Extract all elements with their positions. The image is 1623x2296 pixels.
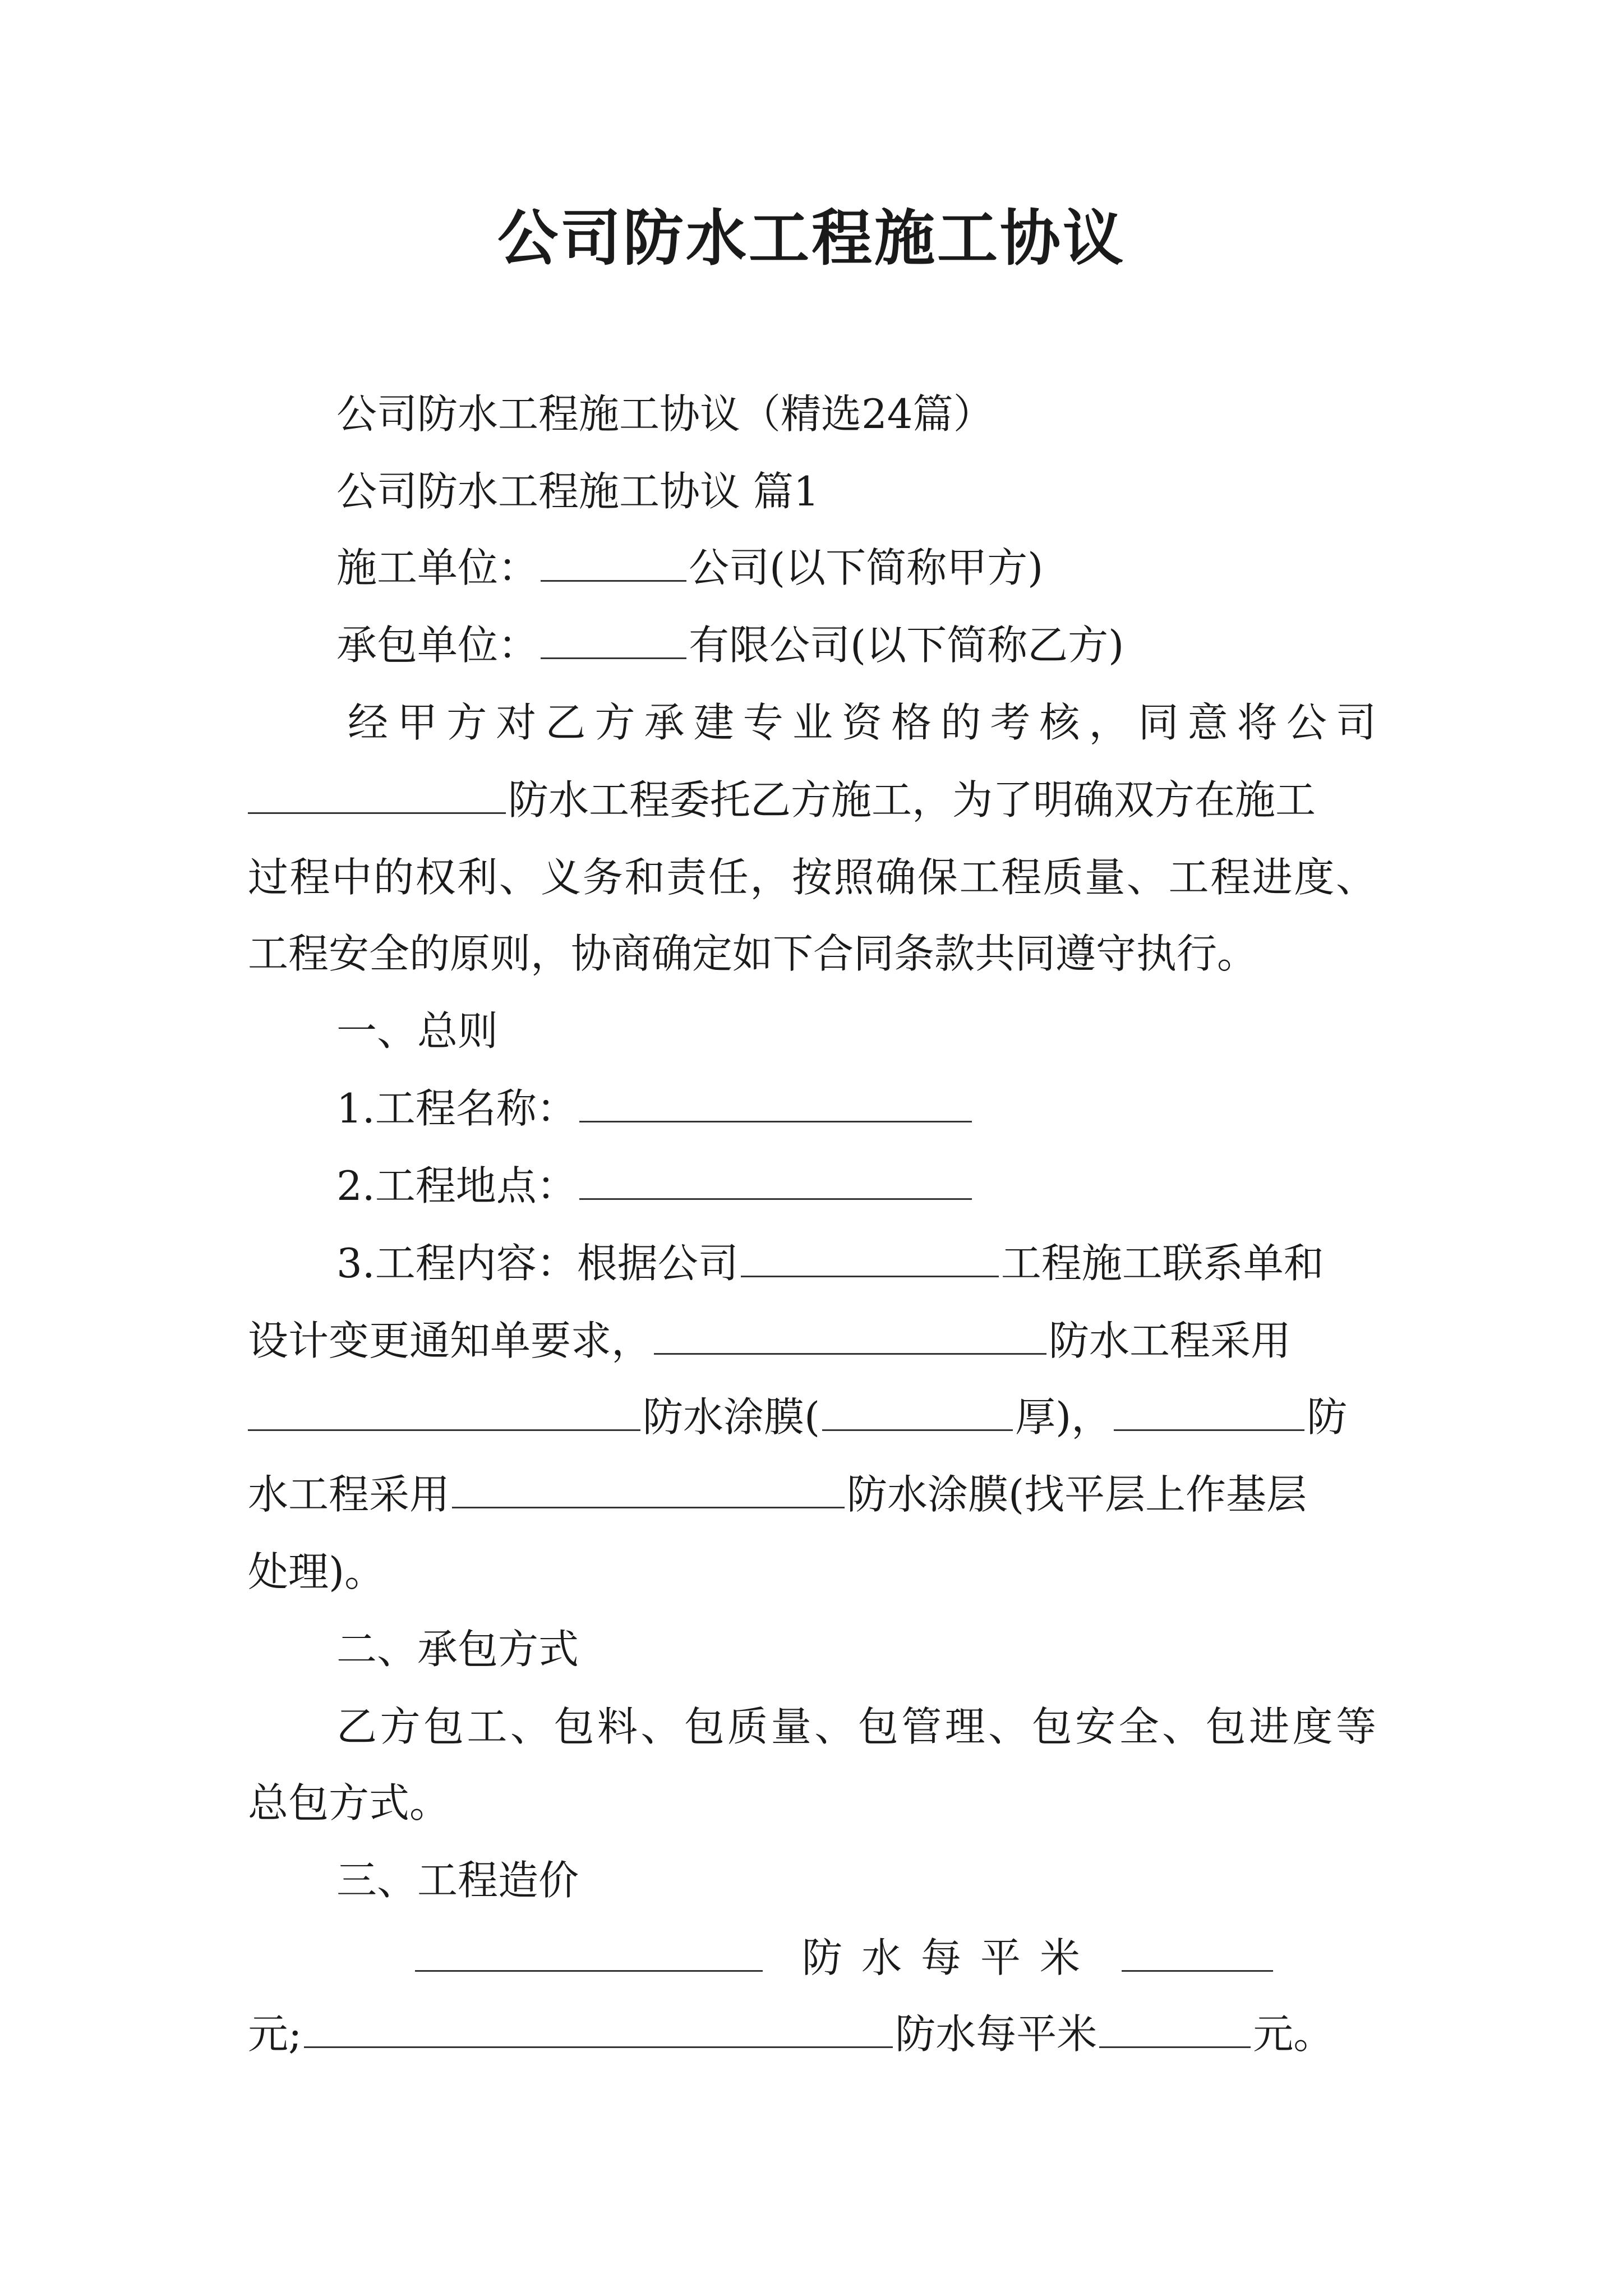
section-heading: 公司防水工程施工协议 篇1: [336, 468, 819, 515]
price-currency-text-2: 元。: [1253, 2010, 1334, 2058]
project-location-line: [336, 1158, 974, 1214]
project-content-text-c: 设计变更通知单要求，: [248, 1317, 652, 1364]
intro-line-3: 过程中的权利、义务和责任，按照确保工程质量、工程进度、: [248, 854, 1376, 901]
price-currency-text-1: 元;: [248, 2010, 302, 2058]
contract-mode-line-2: 总包方式。: [248, 1779, 450, 1826]
price-line-2: [248, 2006, 1334, 2062]
subtitle: 公司防水工程施工协议（精选24篇）: [336, 390, 994, 438]
project-content-line-4: [248, 1466, 1307, 1522]
general-heading: 一、总则: [336, 1007, 499, 1055]
price-value-blank-1: [1122, 1931, 1273, 1972]
project-content-line-3: [248, 1389, 1347, 1445]
party-a-suffix: 公司(以下简称甲方): [689, 544, 1044, 591]
price-line-1: [415, 1930, 1275, 1986]
project-location-blank: [579, 1159, 972, 1200]
project-location-label: 2.工程地点：: [336, 1162, 577, 1209]
price-unit-text-1: 防水每平米: [802, 1934, 1100, 1981]
contract-mode-line-1: 乙方包工、包料、包质量、包管理、包安全、包进度等: [336, 1703, 1376, 1750]
intro-line-1: 经甲方对乙方承建专业资格的考核，同意将公司: [348, 699, 1376, 746]
document-title: 公司防水工程施工协议: [497, 203, 1126, 274]
project-content-text-f: 厚)，: [1015, 1393, 1112, 1441]
project-content-text-g: 防: [1307, 1393, 1348, 1441]
intro-project-blank: [248, 773, 506, 814]
party-b-line: [336, 617, 1124, 673]
project-content-text-d: 防水工程采用: [1049, 1317, 1292, 1364]
contact-sheet-blank: [741, 1236, 999, 1277]
project-content-text-h: 水工程采用: [248, 1471, 450, 1518]
party-a-blank: [541, 541, 686, 582]
project-content-text-a: 3.工程内容：根据公司: [336, 1240, 739, 1287]
price-unit-text-2: 防水每平米: [895, 2010, 1098, 2058]
party-a-label: 施工单位：: [336, 544, 539, 591]
project-content-text-e: 防水涂膜(: [643, 1393, 820, 1441]
coating-type-blank-2: [452, 1467, 845, 1508]
price-heading: 三、工程造价: [336, 1857, 579, 1904]
price-value-blank-2: [1099, 2007, 1251, 2048]
project-name-label: 1.工程名称：: [336, 1085, 577, 1132]
project-name-blank: [579, 1082, 972, 1122]
price-item-blank-1: [415, 1931, 763, 1972]
project-content-line-5: 处理)。: [248, 1548, 385, 1595]
party-b-suffix: 有限公司(以下简称乙方): [689, 622, 1124, 669]
project-content-text-b: 工程施工联系单和: [1000, 1240, 1324, 1287]
project-content-line-2: [248, 1313, 1291, 1369]
intro-line-2: [248, 772, 1316, 828]
price-item-blank-2: [304, 2007, 893, 2048]
intro-line-4: 工程安全的原则，协商确定如下合同条款共同遵守执行。: [248, 930, 1258, 977]
party-b-label: 承包单位：: [336, 622, 539, 669]
waterproof-area-blank-1: [654, 1314, 1046, 1355]
coating-type-blank-1: [248, 1390, 640, 1431]
project-content-text-i: 防水涂膜(找平层上作基层: [847, 1471, 1307, 1518]
intro-line-2-text: 防水工程委托乙方施工，为了明确双方在施工: [508, 776, 1316, 823]
project-content-line-1: [336, 1235, 1324, 1291]
thickness-blank: [822, 1390, 1013, 1431]
contract-mode-heading: 二、承包方式: [336, 1626, 579, 1673]
waterproof-area-blank-2: [1114, 1390, 1304, 1431]
party-b-blank: [541, 618, 686, 659]
project-name-line: [336, 1080, 974, 1137]
party-a-line: [336, 540, 1043, 596]
